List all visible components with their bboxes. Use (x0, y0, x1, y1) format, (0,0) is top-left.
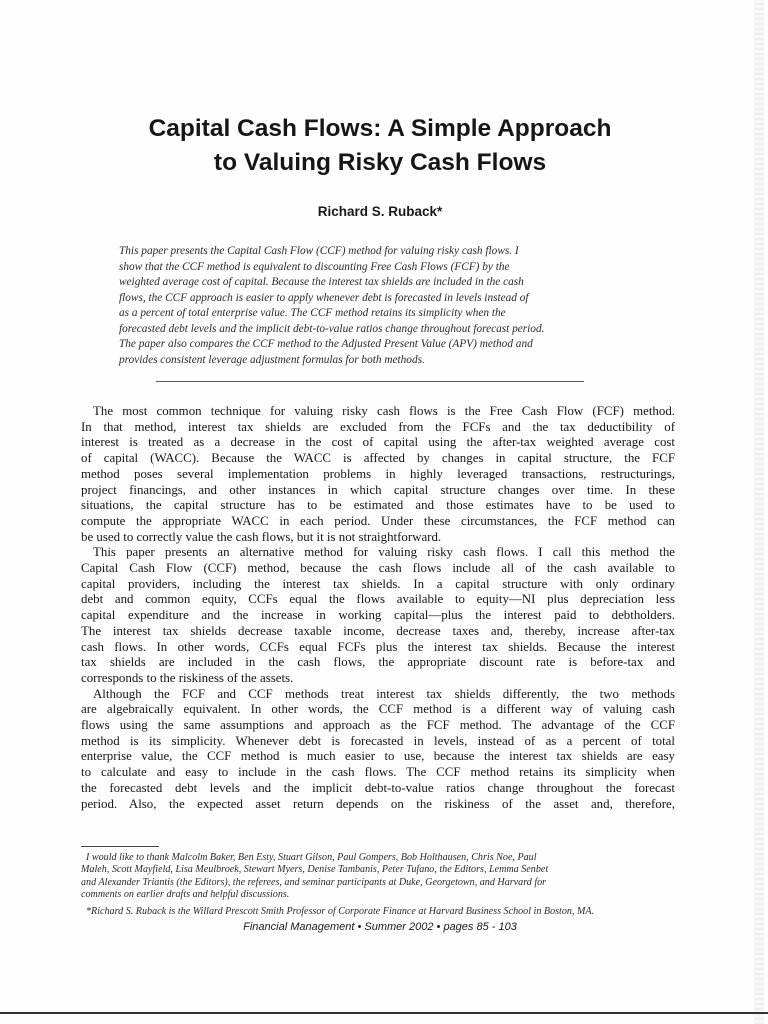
body-line: The most common technique for valuing risky cash flows is the Free Cash Flow (FCF) method. (93, 404, 675, 418)
author-name: Richard S. Ruback* (317, 204, 443, 219)
body-line: method is its simplicity. Whenever debt is forecasted in levels, instead of as a percent of total (81, 733, 675, 748)
body-line: capital providers, including the interest tax shields. In a capital structure with only ordinary (81, 576, 675, 591)
body-line: of capital (WACC). Because the WACC is affected by changes in capital structure, the FCF (81, 451, 675, 466)
page-edge-shadow (754, 0, 764, 1024)
author-affiliation-footnote: *Richard S. Ruback is the Willard Prescott Smith Professor of Corporate Finance at Harvard Business School in Boston, MA. (86, 906, 595, 918)
body-line: cash flows. In other words, CCFs equal FCFs plus the interest tax shields. Because the interest (81, 639, 675, 654)
body-line: In that method, interest tax shields are excluded from the FCFs and the tax deductibility of (81, 419, 675, 434)
title-line: to Valuing Risky Cash Flows (213, 149, 547, 176)
body-line: project financings, and other instances in which capital structure changes over time. In these (81, 482, 675, 497)
body-line: method poses several implementation problems in highly leveraged transactions, restructurings, (81, 466, 675, 481)
body-line: capital expenditure and the increase in working capital—plus the interest paid to debtholders. (81, 608, 675, 623)
page-bottom-edge (0, 1012, 768, 1014)
body-line: period. Also, the expected asset return depends on the riskiness of the asset and, therefore, (81, 796, 675, 811)
body-line: tax shields are included in the cash flows, the appropriate discount rate is before-tax and (81, 655, 675, 670)
footnote-line: I would like to thank Malcolm Baker, Ben Esty, Stuart Gilson, Paul Gompers, Bob Holthausen, Chris Noe, Paul (86, 852, 537, 863)
abstract-line: as a percent of total enterprise value. The CCF method retains its simplicity when the (119, 307, 506, 319)
body-line: corresponds to the riskiness of the assets. (81, 670, 294, 685)
body-line: are algebraically equivalent. In other words, the CCF method is a different way of valuing cash (81, 702, 675, 717)
footnote-line: comments on earlier drafts and helpful discussions. (81, 888, 290, 900)
abstract-divider (156, 381, 584, 382)
abstract-line: This paper presents the Capital Cash Flow (CCF) method for valuing risky cash flows. I (119, 245, 519, 257)
paper-title (60, 112, 700, 180)
footnote-line: Maleh, Scott Mayfield, Lisa Meulbroek, Stewart Myers, Denise Tambanis, Peter Tufano, the Editors, Lemma Senbet (81, 864, 549, 876)
footnote-divider (81, 846, 159, 847)
body-line: The interest tax shields decrease taxable income, decrease taxes and, thereby, increase after-tax (81, 623, 675, 638)
abstract-line: The paper also compares the CCF method to the Adjusted Present Value (APV) method and (119, 338, 533, 350)
abstract-line: show that the CCF method is equivalent to discounting Free Cash Flows (FCF) by the (119, 260, 510, 273)
title-line: Capital Cash Flows: A Simple Approach (148, 115, 612, 142)
body-line: to calculate and easy to include in the cash flows. The CCF method retains its simplicity when (81, 765, 675, 780)
body-line: Although the FCF and CCF methods treat interest tax shields differently, the two methods (93, 686, 675, 701)
body-line: This paper presents an alternative method for valuing risky cash flows. I call this method the (93, 545, 675, 560)
body-line: enterprise value, the CCF method is much easier to use, because the interest tax shields are easy (81, 749, 675, 764)
footnote-line: and Alexander Triantis (the Editors), the referees, and seminar participants at Duke, Georgetown, and Harvard for (81, 876, 547, 888)
body-line: debt and common equity, CCFs equal the flows available to equity—NI plus depreciation less (81, 592, 675, 607)
body-line: the forecasted debt levels and the implicit debt-to-value ratios change throughout the forecast (81, 780, 675, 795)
body-line: situations, the capital structure has to be estimated and those estimates have to be used to (81, 498, 675, 513)
body-line: interest is treated as a decrease in the cost of capital using the after-tax weighted average cost (81, 435, 675, 450)
abstract-line: weighted average cost of capital. Because the interest tax shields are included in the cash (119, 276, 524, 288)
body-text (81, 404, 675, 812)
body-line: compute the appropriate WACC in each period. Under these circumstances, the FCF method can (81, 513, 675, 528)
abstract-line: forecasted debt levels and the implicit debt-to-value ratios change throughout forecast period. (119, 322, 545, 335)
body-line: be used to correctly value the cash flows, but it is not straightforward. (81, 529, 442, 544)
journal-citation: Financial Management • Summer 2002 • pages 85 - 103 (243, 921, 517, 933)
body-line: flows using the same assumptions and approach as the FCF method. The advantage of the CCF (81, 718, 675, 733)
abstract-line: flows, the CCF approach is easier to apply whenever debt is forecasted in levels instead of (119, 291, 529, 304)
body-line: Capital Cash Flow (CCF) method, because the cash flows include all of the cash available to (81, 561, 675, 576)
footnotes (81, 852, 675, 918)
abstract-line: provides consistent leverage adjustment formulas for both methods. (119, 353, 425, 366)
abstract (119, 244, 637, 368)
